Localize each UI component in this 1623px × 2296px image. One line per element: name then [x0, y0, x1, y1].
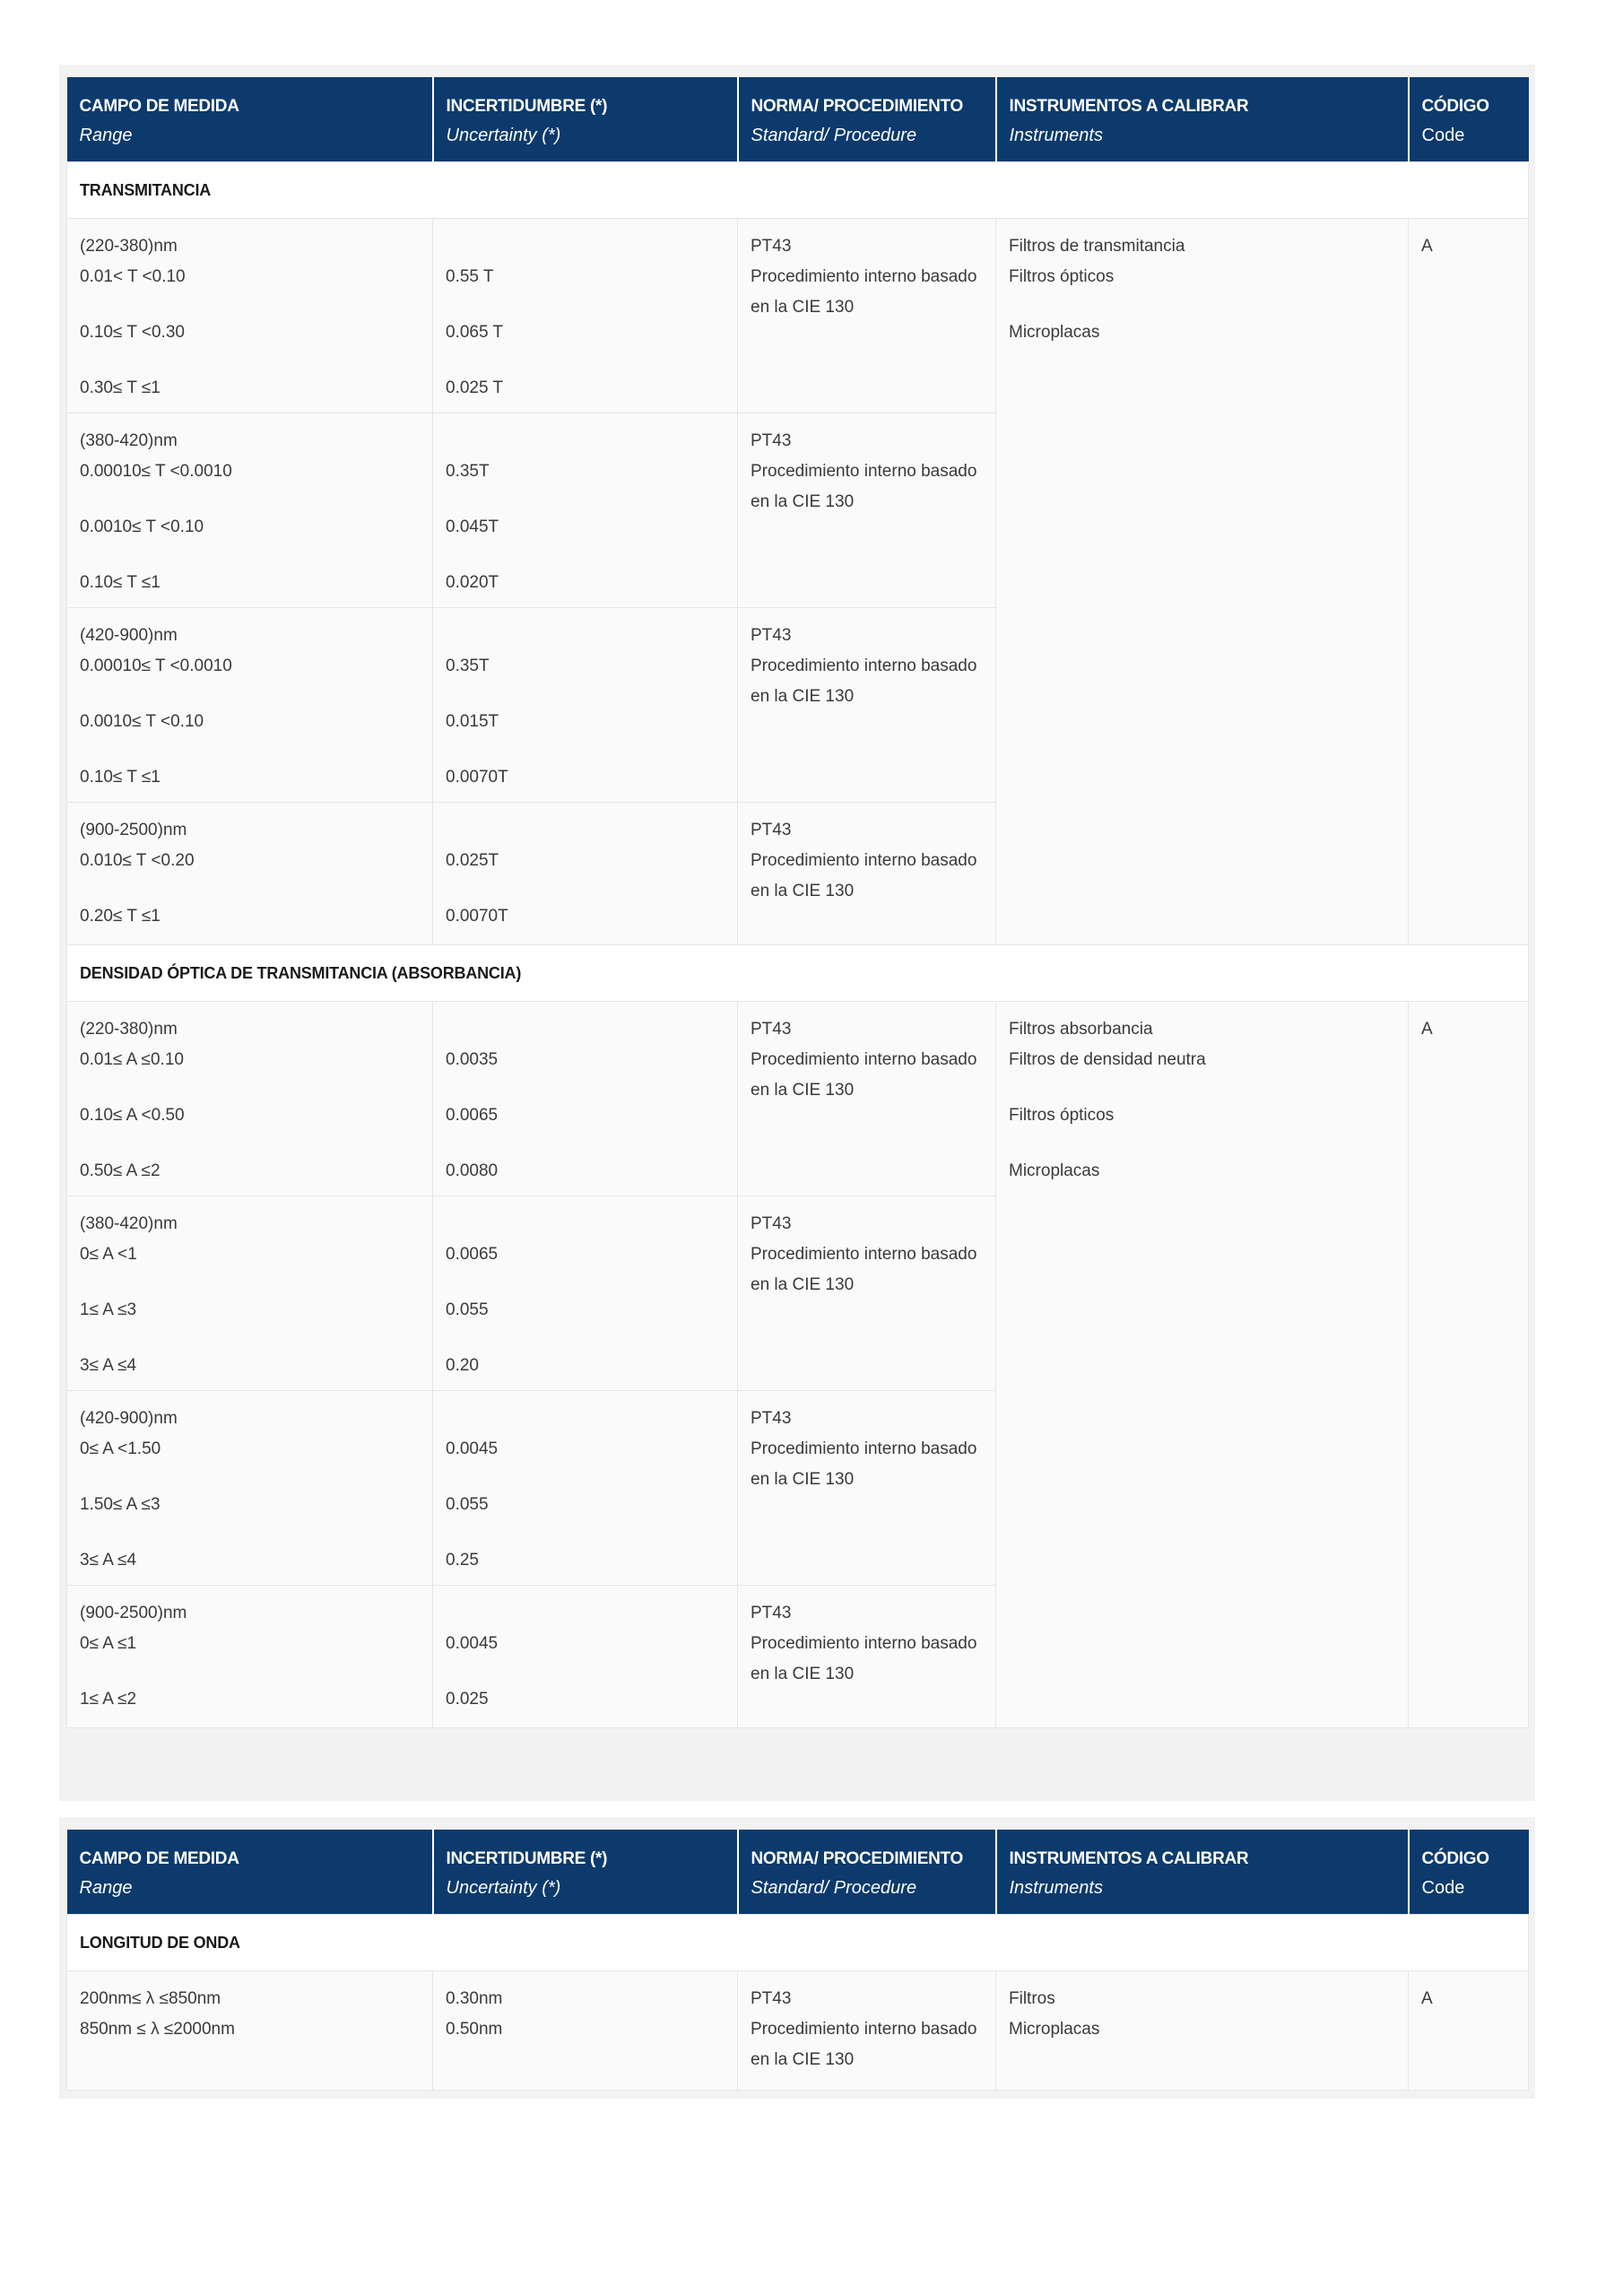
instruments-cell: Filtros de transmitancia Filtros ópticos Microplacas [996, 219, 1409, 945]
procedure-cell: PT43 Procedimiento interno basado en la CIE 130 [738, 1196, 996, 1391]
uncertainty-cell: 0.30nm 0.50nm [433, 1971, 738, 2091]
table-row [67, 219, 1529, 413]
range-cell: (900-2500)nm 0.010≤ T <0.20 0.20≤ T ≤1 [67, 803, 433, 945]
procedure-cell: PT43 Procedimiento interno basado en la CIE 130 [738, 413, 996, 608]
instruments-cell: Filtros absorbancia Filtros de densidad neutra Filtros ópticos Microplacas [996, 1002, 1409, 1728]
uncertainty-cell: 0.0065 0.055 0.20 [433, 1196, 738, 1391]
section-row-transmitancia [67, 162, 1529, 219]
instruments-cell: Filtros Microplacas [996, 1971, 1409, 2091]
header-instruments: INSTRUMENTOS A CALIBRAR Instruments [996, 1830, 1409, 1915]
calibration-table-panel-1 [59, 65, 1535, 1801]
table-header-row [67, 77, 1529, 162]
header-range: CAMPO DE MEDIDA Range [67, 77, 433, 162]
table-header-row [67, 1830, 1529, 1915]
procedure-cell: PT43 Procedimiento interno basado en la CIE 130 [738, 1002, 996, 1196]
range-cell: (380-420)nm 0.00010≤ T <0.0010 0.0010≤ T <0.10 0.10≤ T ≤1 [67, 413, 433, 608]
section-title-densidad: DENSIDAD ÓPTICA DE TRANSMITANCIA (ABSORBANCIA) [67, 945, 1529, 1002]
header-procedure: NORMA/ PROCEDIMIENTO Standard/ Procedure [738, 1830, 996, 1915]
procedure-cell: PT43 Procedimiento interno basado en la CIE 130 [738, 1971, 996, 2091]
range-cell: (420-900)nm 0.00010≤ T <0.0010 0.0010≤ T <0.10 0.10≤ T ≤1 [67, 608, 433, 803]
header-code: CÓDIGO Code [1409, 1830, 1529, 1915]
header-range: CAMPO DE MEDIDA Range [67, 1830, 433, 1915]
procedure-cell: PT43 Procedimiento interno basado en la CIE 130 [738, 803, 996, 945]
code-cell: A [1409, 1971, 1529, 2091]
range-cell: (380-420)nm 0≤ A <1 1≤ A ≤3 3≤ A ≤4 [67, 1196, 433, 1391]
uncertainty-cell: 0.0035 0.0065 0.0080 [433, 1002, 738, 1196]
code-cell: A [1409, 1002, 1529, 1728]
header-code: CÓDIGO Code [1409, 77, 1529, 162]
procedure-cell: PT43 Procedimiento interno basado en la CIE 130 [738, 1391, 996, 1586]
uncertainty-cell: 0.55 T 0.065 T 0.025 T [433, 219, 738, 413]
range-cell: (900-2500)nm 0≤ A ≤1 1≤ A ≤2 [67, 1586, 433, 1728]
header-instruments: INSTRUMENTOS A CALIBRAR Instruments [996, 77, 1409, 162]
section-title-transmitancia: TRANSMITANCIA [67, 162, 1529, 219]
range-cell: 200nm≤ λ ≤850nm 850nm ≤ λ ≤2000nm [67, 1971, 433, 2091]
calibration-table-panel-2 [59, 1817, 1535, 2099]
procedure-cell: PT43 Procedimiento interno basado en la CIE 130 [738, 1586, 996, 1728]
procedure-cell: PT43 Procedimiento interno basado en la CIE 130 [738, 608, 996, 803]
range-cell: (220-380)nm 0.01≤ A ≤0.10 0.10≤ A <0.50 0.50≤ A ≤2 [67, 1002, 433, 1196]
section-row-longitud [67, 1915, 1529, 1971]
code-cell: A [1409, 219, 1529, 945]
calibration-table-1 [66, 77, 1529, 1728]
calibration-table-2 [66, 1830, 1529, 2091]
header-procedure: NORMA/ PROCEDIMIENTO Standard/ Procedure [738, 77, 996, 162]
range-cell: (220-380)nm 0.01< T <0.10 0.10≤ T <0.30 0.30≤ T ≤1 [67, 219, 433, 413]
section-title-longitud: LONGITUD DE ONDA [67, 1915, 1529, 1971]
uncertainty-cell: 0.35T 0.015T 0.0070T [433, 608, 738, 803]
header-uncertainty: INCERTIDUMBRE (*) Uncertainty (*) [433, 77, 738, 162]
section-row-densidad [67, 945, 1529, 1002]
procedure-cell: PT43 Procedimiento interno basado en la CIE 130 [738, 219, 996, 413]
table-row [67, 1971, 1529, 2091]
uncertainty-cell: 0.025T 0.0070T [433, 803, 738, 945]
header-uncertainty: INCERTIDUMBRE (*) Uncertainty (*) [433, 1830, 738, 1915]
range-cell: (420-900)nm 0≤ A <1.50 1.50≤ A ≤3 3≤ A ≤4 [67, 1391, 433, 1586]
uncertainty-cell: 0.0045 0.055 0.25 [433, 1391, 738, 1586]
table-row [67, 1002, 1529, 1196]
uncertainty-cell: 0.35T 0.045T 0.020T [433, 413, 738, 608]
uncertainty-cell: 0.0045 0.025 [433, 1586, 738, 1728]
